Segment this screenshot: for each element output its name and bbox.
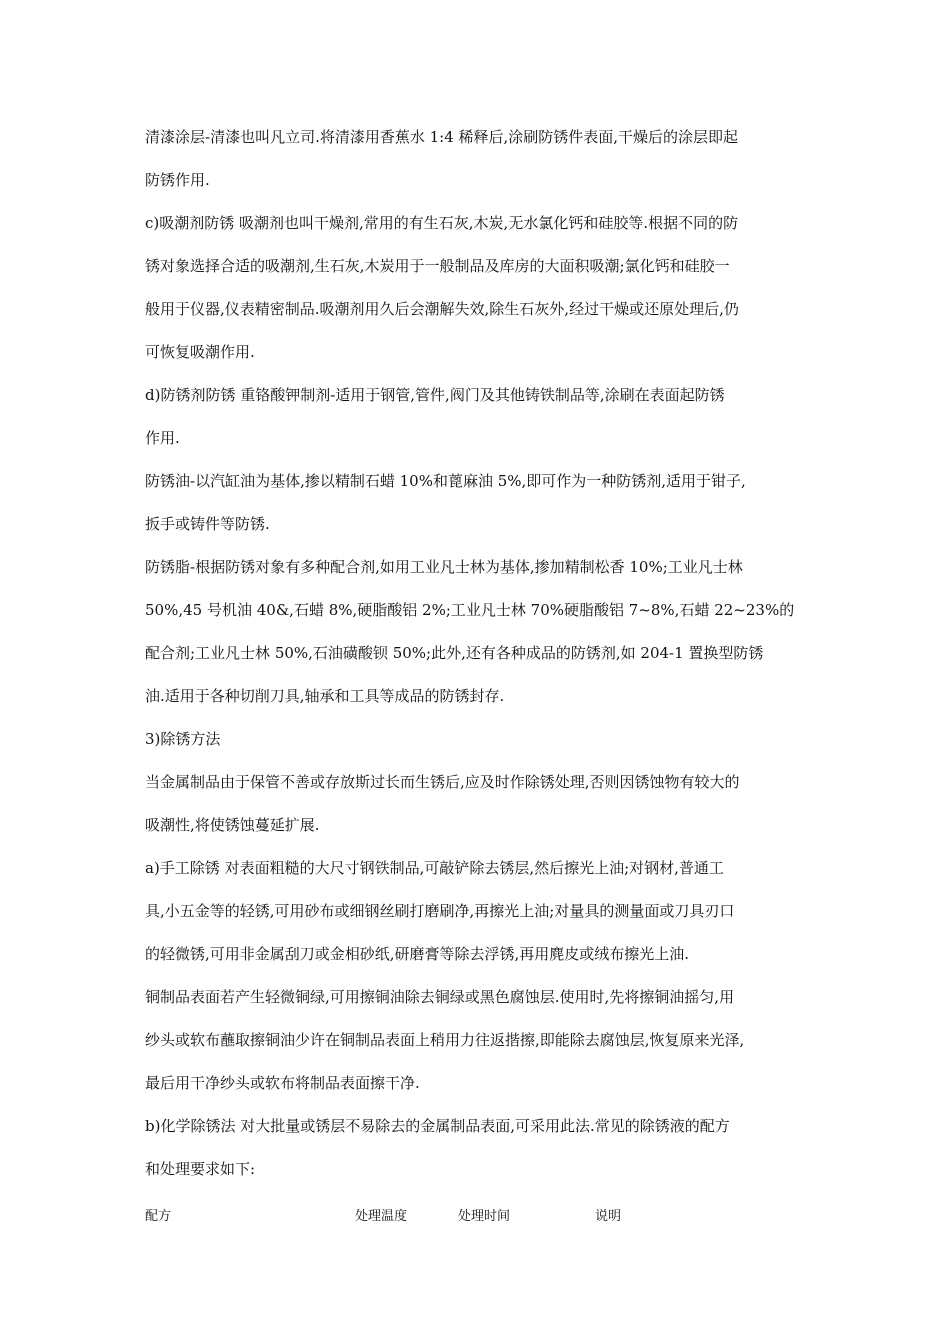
text-line: 吸潮性,将使锈蚀蔓延扩展.	[145, 816, 320, 834]
text-line: 和处理要求如下:	[145, 1160, 256, 1178]
text-line: 具,小五金等的轻锈,可用砂布或细钢丝刷打磨刷净,再擦光上油;对量具的测量面或刀具刃口	[145, 902, 735, 920]
text-line: d)防锈剂防锈 重铬酸钾制剂-适用于钢管,管件,阀门及其他铸铁制品等,涂刷在表面起防锈	[145, 386, 725, 404]
text-line: 纱头或软布蘸取擦铜油少许在铜制品表面上稍用力往返揩擦,即能除去腐蚀层,恢复原来光泽,	[145, 1031, 745, 1049]
table-header-notes: 说明	[595, 1209, 622, 1224]
text-line: 油.适用于各种切削刀具,轴承和工具等成品的防锈封存.	[145, 687, 505, 705]
text-line: c)吸潮剂防锈 吸潮剂也叫干燥剂,常用的有生石灰,木炭,无水氯化钙和硅胶等.根据不同的防	[145, 214, 739, 232]
text-line: 防锈油-以汽缸油为基体,掺以精制石蜡 10%和蓖麻油 5%,即可作为一种防锈剂,适用于钳子,	[145, 472, 746, 490]
text-line: 防锈脂-根据防锈对象有多种配合剂,如用工业凡士林为基体,掺加精制松香 10%;工业凡士林	[145, 558, 743, 576]
text-line: 扳手或铸件等防锈.	[145, 515, 270, 533]
text-line: b)化学除锈法 对大批量或锈层不易除去的金属制品表面,可采用此法.常见的除锈液的配方	[145, 1117, 730, 1135]
text-line: 配合剂;工业凡士林 50%,石油磺酸钡 50%;此外,还有各种成品的防锈剂,如 204-1 置换型防锈	[145, 644, 764, 662]
text-line: 当金属制品由于保管不善或存放斯过长而生锈后,应及时作除锈处理,否则因锈蚀物有较大的	[145, 773, 740, 791]
table-header-formula: 配方	[145, 1209, 172, 1224]
text-line: 般用于仪器,仪表精密制品.吸潮剂用久后会潮解失效,除生石灰外,经过干燥或还原处理后,仍	[145, 300, 739, 318]
section-heading: 3)除锈方法	[145, 730, 221, 748]
text-line: 防锈作用.	[145, 171, 210, 189]
table-header-temperature: 处理温度	[355, 1209, 408, 1224]
text-line: 50%,45 号机油 40&,石蜡 8%,硬脂酸铝 2%;工业凡士林 70%硬脂酸铝 7~8%,石蜡 22~23%的	[145, 601, 795, 619]
text-line: 可恢复吸潮作用.	[145, 343, 255, 361]
text-line: 的轻微锈,可用非金属刮刀或金相砂纸,研磨膏等除去浮锈,再用麂皮或绒布擦光上油.	[145, 945, 690, 963]
text-line: 作用.	[145, 429, 180, 447]
table-header-time: 处理时间	[458, 1209, 511, 1224]
text-line: 锈对象选择合适的吸潮剂,生石灰,木炭用于一般制品及库房的大面积吸潮;氯化钙和硅胶一	[145, 257, 730, 275]
text-line: 清漆涂层-清漆也叫凡立司.将清漆用香蕉水 1:4 稀释后,涂刷防锈件表面,干燥后的涂层即起	[145, 128, 739, 146]
text-line: 最后用干净纱头或软布将制品表面擦干净.	[145, 1074, 420, 1092]
text-line: a)手工除锈 对表面粗糙的大尺寸钢铁制品,可敲铲除去锈层,然后擦光上油;对钢材,普通工	[145, 859, 724, 877]
text-line: 铜制品表面若产生轻微铜绿,可用擦铜油除去铜绿或黑色腐蚀层.使用时,先将擦铜油摇匀,用	[145, 988, 735, 1006]
